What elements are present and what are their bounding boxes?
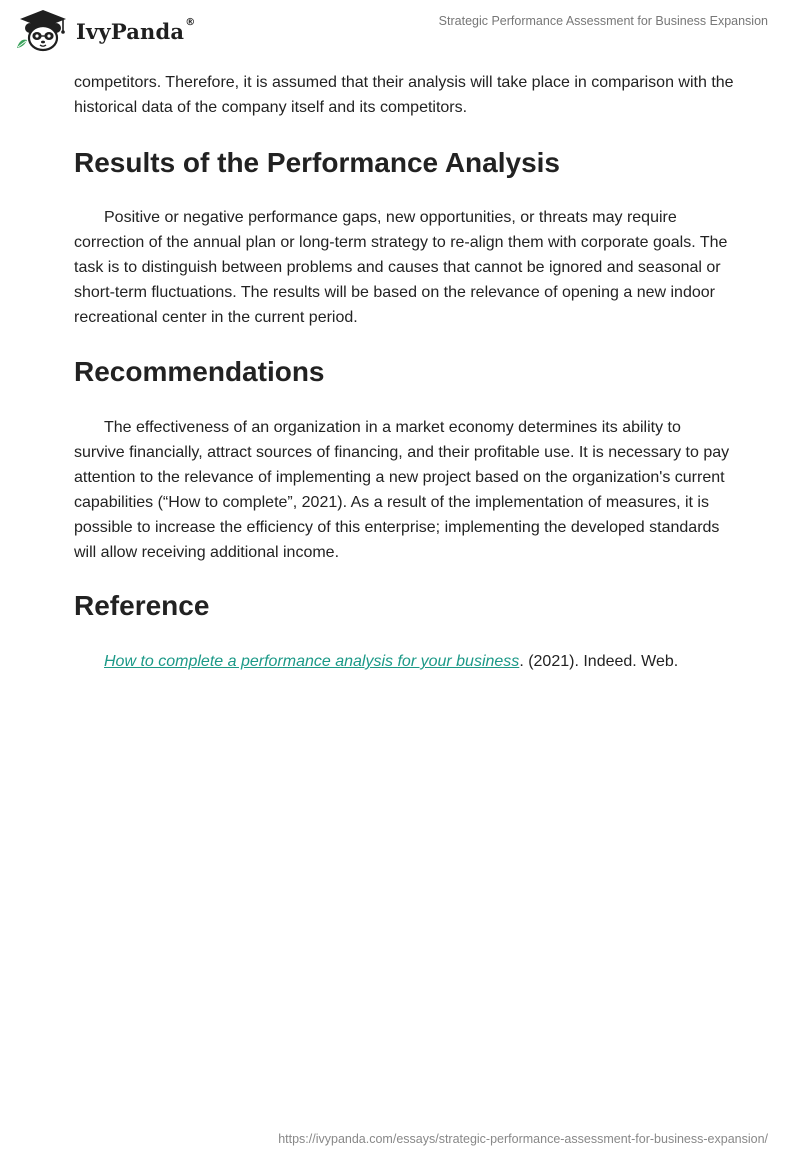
- reference-details: . (2021). Indeed. Web.: [519, 653, 679, 670]
- footer-url: https://ivypanda.com/essays/strategic-performance-assessment-for-business-expansion/: [278, 1132, 768, 1146]
- recommendations-paragraph: The effectiveness of an organization in a market economy determines its ability to survive financially, attract sources of financing, and their profitable use. It is necessary to pay attention to the relevance of implementing a new project based on the organization's current capabilities (“How to complete”, 2021). As a result of the implementation of measures, it is possible to increase the efficiency of this enterprise; implementing the developed standards will allow receiving additional income.: [74, 419, 730, 561]
- results-paragraph: Positive or negative performance gaps, new opportunities, or threats may require correction of the annual plan or long-term strategy to re-align them with corporate goals. The task is to distinguish between problems and causes that cannot be ignored and seasonal or short-term fluctuations. The results will be based on the relevance of opening a new indoor recreational center in the current period.: [74, 209, 728, 326]
- section-heading-reference: Reference: [74, 590, 210, 621]
- page-header: [0, 0, 800, 66]
- brand-name: IvyPanda®: [76, 16, 196, 44]
- section-heading-recommendations: Recommendations: [74, 356, 325, 387]
- reference-link[interactable]: How to complete a performance analysis for your business: [104, 653, 520, 670]
- ivypanda-logo[interactable]: [14, 8, 195, 52]
- panda-graduate-icon: [14, 8, 72, 52]
- reference-entry: [74, 649, 734, 674]
- running-title: Strategic Performance Assessment for Business Expansion: [438, 14, 768, 28]
- intro-paragraph: competitors. Therefore, it is assumed that their analysis will take place in comparison with the historical data of the company itself and its competitors.: [74, 74, 734, 116]
- section-heading-results: Results of the Performance Analysis: [74, 147, 561, 178]
- document-body: [74, 70, 734, 674]
- registered-mark: ®: [185, 16, 196, 28]
